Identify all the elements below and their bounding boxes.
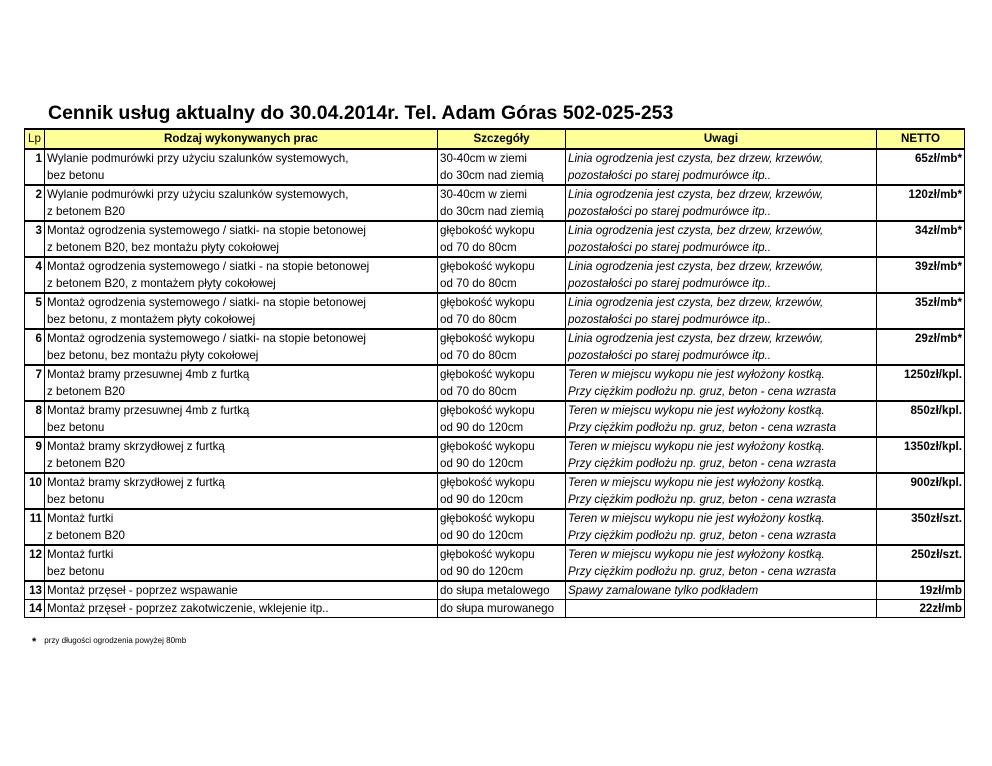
cell-rodzaj-line: bez betonu, bez montażu płyty cokołowej — [47, 349, 259, 362]
table-row — [25, 149, 965, 185]
cell-uwagi — [566, 185, 877, 221]
cell-szczegoly-line: głębokość wykopu — [440, 224, 535, 237]
cell-szczegoly-line: głębokość wykopu — [440, 476, 535, 489]
cell-uwagi — [566, 509, 877, 545]
cell-uwagi — [566, 581, 877, 600]
cell-uwagi — [566, 401, 877, 437]
cell-rodzaj-line: Montaż ogrodzenia systemowego / siatki- na stopie betonowej — [47, 296, 367, 309]
cell-szczegoly-line: od 90 do 120cm — [440, 529, 524, 542]
cell-uwagi-line: Przy ciężkim podłożu np. gruz, beton - cena wzrasta — [568, 529, 837, 542]
table-row — [25, 401, 965, 437]
cell-rodzaj-line: Montaż bramy przesuwnej 4mb z furtką — [47, 368, 250, 381]
cell-rodzaj-line: Montaż przęseł - poprzez zakotwiczenie, wklejenie itp.. — [47, 602, 329, 615]
cell-szczegoly-line: od 90 do 120cm — [440, 457, 524, 470]
cell-rodzaj-line: Montaż bramy skrzydłowej z furtką — [47, 440, 225, 453]
cell-szczegoly-line: głębokość wykopu — [440, 548, 535, 561]
cell-uwagi-line: pozostałości po starej podmurówce itp.. — [568, 169, 771, 182]
table-row — [25, 473, 965, 509]
cell-szczegoly-line: 30-40cm w ziemi — [440, 188, 527, 201]
cell-rodzaj-line: bez betonu — [47, 169, 105, 182]
cell-rodzaj — [45, 545, 438, 581]
cell-netto: 120zł/mb* — [877, 185, 965, 221]
table-row — [25, 293, 965, 329]
cell-szczegoly — [438, 185, 566, 221]
cell-netto: 22zł/mb — [877, 600, 965, 618]
table-row — [25, 509, 965, 545]
cell-szczegoly-line: 30-40cm w ziemi — [440, 152, 527, 165]
cell-lp: 6 — [25, 329, 45, 365]
cell-rodzaj-line: Montaż bramy przesuwnej 4mb z furtką — [47, 404, 250, 417]
cell-lp: 4 — [25, 257, 45, 293]
cell-rodzaj — [45, 581, 438, 600]
table-body — [25, 149, 965, 618]
cell-uwagi — [566, 257, 877, 293]
cell-szczegoly — [438, 365, 566, 401]
cell-netto: 19zł/mb — [877, 581, 965, 600]
cell-rodzaj — [45, 600, 438, 618]
header-netto: NETTO — [877, 129, 965, 149]
cell-uwagi — [566, 329, 877, 365]
cell-uwagi-line: Teren w miejscu wykopu nie jest wyłożony kostką. — [568, 440, 825, 453]
cell-lp: 9 — [25, 437, 45, 473]
cell-rodzaj — [45, 185, 438, 221]
cell-uwagi-line: pozostałości po starej podmurówce itp.. — [568, 205, 771, 218]
cell-rodzaj-line: bez betonu, z montażem płyty cokołowej — [47, 313, 256, 326]
table-row — [25, 600, 965, 618]
table-row — [25, 545, 965, 581]
cell-uwagi-line: Teren w miejscu wykopu nie jest wyłożony kostką. — [568, 512, 825, 525]
footnote-text: przy długości ogrodzenia powyżej 80mb — [44, 636, 187, 645]
table-row — [25, 185, 965, 221]
footnote-mark: * — [32, 636, 37, 648]
cell-szczegoly-line: od 70 do 80cm — [440, 313, 517, 326]
cell-netto: 250zł/szt. — [877, 545, 965, 581]
cell-lp: 5 — [25, 293, 45, 329]
cell-rodzaj-line: Wylanie podmurówki przy użyciu szalunków systemowych, — [47, 152, 349, 165]
cell-uwagi — [566, 149, 877, 185]
cell-uwagi-line: Przy ciężkim podłożu np. gruz, beton - cena wzrasta — [568, 421, 837, 434]
cell-szczegoly-line: do 30cm nad ziemią — [440, 205, 544, 218]
cell-netto: 29zł/mb* — [877, 329, 965, 365]
cell-uwagi-line: Linia ogrodzenia jest czysta, bez drzew, krzewów, — [568, 296, 824, 309]
cell-szczegoly-line: od 90 do 120cm — [440, 565, 524, 578]
cell-szczegoly-line: głębokość wykopu — [440, 512, 535, 525]
cell-szczegoly-line: głębokość wykopu — [440, 260, 535, 273]
table-row — [25, 221, 965, 257]
cell-rodzaj-line: bez betonu — [47, 421, 105, 434]
cell-szczegoly — [438, 437, 566, 473]
cell-szczegoly-line: od 70 do 80cm — [440, 277, 517, 290]
cell-szczegoly — [438, 600, 566, 618]
cell-lp: 3 — [25, 221, 45, 257]
cell-rodzaj-line: Montaż przęseł - poprzez wspawanie — [47, 584, 238, 597]
cell-uwagi — [566, 600, 877, 618]
cell-uwagi-line: pozostałości po starej podmurówce itp.. — [568, 241, 771, 254]
cell-uwagi-line: Przy ciężkim podłożu np. gruz, beton - cena wzrasta — [568, 457, 837, 470]
cell-lp: 10 — [25, 473, 45, 509]
cell-szczegoly-line: głębokość wykopu — [440, 404, 535, 417]
cell-rodzaj — [45, 257, 438, 293]
cell-rodzaj-line: bez betonu — [47, 493, 105, 506]
cell-szczegoly-line: do słupa murowanego — [440, 602, 555, 615]
cell-rodzaj — [45, 149, 438, 185]
cell-szczegoly — [438, 329, 566, 365]
cell-netto: 35zł/mb* — [877, 293, 965, 329]
table-row — [25, 437, 965, 473]
cell-uwagi-line: Teren w miejscu wykopu nie jest wyłożony kostką. — [568, 368, 825, 381]
cell-uwagi-line: Spawy zamalowane tylko podkładem — [568, 584, 759, 597]
cell-netto: 850zł/kpl. — [877, 401, 965, 437]
cell-lp: 8 — [25, 401, 45, 437]
cell-netto: 65zł/mb* — [877, 149, 965, 185]
cell-uwagi-line: Linia ogrodzenia jest czysta, bez drzew, krzewów, — [568, 224, 824, 237]
cell-uwagi-line: Teren w miejscu wykopu nie jest wyłożony kostką. — [568, 548, 825, 561]
cell-rodzaj-line: Wylanie podmurówki przy użyciu szalunków systemowych, — [47, 188, 349, 201]
cell-szczegoly — [438, 257, 566, 293]
cell-rodzaj-line: z betonem B20 — [47, 205, 125, 218]
cell-uwagi-line: Teren w miejscu wykopu nie jest wyłożony kostką. — [568, 404, 825, 417]
cell-uwagi — [566, 221, 877, 257]
cell-uwagi — [566, 293, 877, 329]
cell-rodzaj-line: z betonem B20, bez montażu płyty cokołowej — [47, 241, 279, 254]
header-lp: Lp — [25, 129, 45, 149]
cell-uwagi-line: Linia ogrodzenia jest czysta, bez drzew, krzewów, — [568, 152, 824, 165]
cell-rodzaj-line: Montaż ogrodzenia systemowego / siatki- na stopie betonowej — [47, 332, 367, 345]
cell-uwagi — [566, 473, 877, 509]
cell-uwagi-line: Linia ogrodzenia jest czysta, bez drzew, krzewów, — [568, 260, 824, 273]
cell-lp: 1 — [25, 149, 45, 185]
cell-uwagi-line: Linia ogrodzenia jest czysta, bez drzew, krzewów, — [568, 188, 824, 201]
cell-szczegoly-line: od 70 do 80cm — [440, 349, 517, 362]
cell-uwagi — [566, 545, 877, 581]
cell-rodzaj-line: Montaż ogrodzenia systemowego / siatki - na stopie betonowej — [47, 260, 370, 273]
cell-uwagi-line: pozostałości po starej podmurówce itp.. — [568, 277, 771, 290]
cell-rodzaj — [45, 401, 438, 437]
table-row — [25, 329, 965, 365]
cell-rodzaj — [45, 365, 438, 401]
cell-uwagi-line: Przy ciężkim podłożu np. gruz, beton - cena wzrasta — [568, 565, 837, 578]
cell-lp: 12 — [25, 545, 45, 581]
cell-szczegoly-line: do 30cm nad ziemią — [440, 169, 544, 182]
cell-rodzaj-line: z betonem B20, z montażem płyty cokołowej — [47, 277, 276, 290]
table-row — [25, 365, 965, 401]
page-title: Cennik usług aktualny do 30.04.2014r. Tel. Adam Góras 502-025-253 — [48, 102, 674, 124]
cell-uwagi-line: Teren w miejscu wykopu nie jest wyłożony kostką. — [568, 476, 825, 489]
cell-uwagi-line: Przy ciężkim podłożu np. gruz, beton - cena wzrasta — [568, 493, 837, 506]
cell-rodzaj — [45, 329, 438, 365]
cell-szczegoly-line: do słupa metalowego — [440, 584, 550, 597]
cell-netto: 350zł/szt. — [877, 509, 965, 545]
cell-szczegoly — [438, 473, 566, 509]
cell-szczegoly — [438, 581, 566, 600]
cell-uwagi — [566, 437, 877, 473]
cell-szczegoly-line: od 90 do 120cm — [440, 421, 524, 434]
cell-uwagi-line: pozostałości po starej podmurówce itp.. — [568, 313, 771, 326]
cell-lp: 13 — [25, 581, 45, 600]
cell-uwagi — [566, 365, 877, 401]
cell-rodzaj — [45, 473, 438, 509]
table-row — [25, 257, 965, 293]
cell-lp: 14 — [25, 600, 45, 618]
footnote — [32, 636, 186, 648]
cell-szczegoly-line: głębokość wykopu — [440, 440, 535, 453]
cell-szczegoly — [438, 509, 566, 545]
cell-uwagi-line: Linia ogrodzenia jest czysta, bez drzew, krzewów, — [568, 332, 824, 345]
cell-netto: 900zł/kpl. — [877, 473, 965, 509]
cell-uwagi-line: Przy ciężkim podłożu np. gruz, beton - cena wzrasta — [568, 385, 837, 398]
cell-rodzaj — [45, 221, 438, 257]
cell-szczegoly — [438, 401, 566, 437]
cell-rodzaj-line: z betonem B20 — [47, 529, 125, 542]
cell-szczegoly — [438, 221, 566, 257]
cell-rodzaj-line: Montaż furtki — [47, 548, 114, 561]
cell-uwagi-line: pozostałości po starej podmurówce itp.. — [568, 349, 771, 362]
cell-rodzaj-line: bez betonu — [47, 565, 105, 578]
cell-szczegoly — [438, 545, 566, 581]
cell-szczegoly-line: od 90 do 120cm — [440, 493, 524, 506]
cell-rodzaj-line: Montaż furtki — [47, 512, 114, 525]
cell-lp: 7 — [25, 365, 45, 401]
cell-rodzaj — [45, 509, 438, 545]
price-table — [24, 128, 965, 618]
cell-netto: 39zł/mb* — [877, 257, 965, 293]
cell-lp: 11 — [25, 509, 45, 545]
cell-rodzaj — [45, 437, 438, 473]
header-szczegoly: Szczegóły — [438, 129, 566, 149]
cell-lp: 2 — [25, 185, 45, 221]
cell-szczegoly — [438, 149, 566, 185]
table-header-row — [25, 129, 965, 149]
cell-szczegoly-line: głębokość wykopu — [440, 368, 535, 381]
cell-szczegoly-line: od 70 do 80cm — [440, 241, 517, 254]
cell-szczegoly-line: głębokość wykopu — [440, 332, 535, 345]
table-row — [25, 581, 965, 600]
cell-rodzaj — [45, 293, 438, 329]
cell-szczegoly-line: głębokość wykopu — [440, 296, 535, 309]
cell-szczegoly-line: od 70 do 80cm — [440, 385, 517, 398]
cell-netto: 34zł/mb* — [877, 221, 965, 257]
header-rodzaj: Rodzaj wykonywanych prac — [45, 129, 438, 149]
cell-netto: 1350zł/kpl. — [877, 437, 965, 473]
cell-rodzaj-line: z betonem B20 — [47, 385, 125, 398]
cell-szczegoly — [438, 293, 566, 329]
header-uwagi: Uwagi — [566, 129, 877, 149]
cell-rodzaj-line: Montaż bramy skrzydłowej z furtką — [47, 476, 225, 489]
cell-rodzaj-line: Montaż ogrodzenia systemowego / siatki- na stopie betonowej — [47, 224, 367, 237]
cell-netto: 1250zł/kpl. — [877, 365, 965, 401]
cell-rodzaj-line: z betonem B20 — [47, 457, 125, 470]
